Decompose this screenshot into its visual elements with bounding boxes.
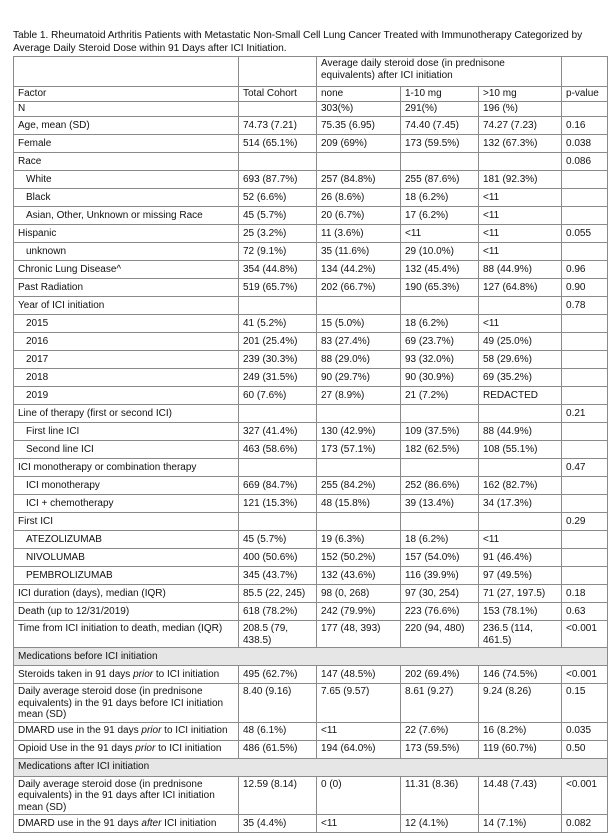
header-row [14, 87, 608, 102]
cell-pvalue [562, 369, 608, 387]
col-header-pvalue: p-value [562, 87, 608, 102]
cell-factor: Death (up to 12/31/2019) [14, 603, 239, 621]
cell-1-10mg: 202 (69.4%) [401, 666, 479, 684]
cell-total: 45 (5.7%) [239, 531, 317, 549]
cell-factor: Chronic Lung Disease^ [14, 261, 239, 279]
n-gt10mg: 196 (%) [479, 102, 562, 117]
cell-1-10mg: <11 [401, 225, 479, 243]
cell-none: 255 (84.2%) [317, 477, 401, 495]
cell-none: 0 (0) [317, 776, 401, 815]
cell-1-10mg: 18 (6.2%) [401, 531, 479, 549]
cell-factor: 2018 [14, 369, 239, 387]
cell-total: 208.5 (79, 438.5) [239, 621, 317, 648]
table-row [14, 684, 608, 723]
table-row [14, 333, 608, 351]
table-row [14, 567, 608, 585]
cell-none: <11 [317, 815, 401, 833]
cell-none: 202 (66.7%) [317, 279, 401, 297]
cell-pvalue: 0.29 [562, 513, 608, 531]
section-header-row [14, 758, 608, 776]
cell-total [239, 513, 317, 531]
n-none: 303(%) [317, 102, 401, 117]
cell-gt10mg: 108 (55.1%) [479, 441, 562, 459]
cell-none: 98 (0, 268) [317, 585, 401, 603]
label-text: to ICI initiation [161, 724, 228, 736]
cell-gt10mg: 71 (27, 197.5) [479, 585, 562, 603]
cell-total: 35 (4.4%) [239, 815, 317, 833]
cell-none: 130 (42.9%) [317, 423, 401, 441]
n-label: N [14, 102, 239, 117]
table-row [14, 369, 608, 387]
cell-factor: Hispanic [14, 225, 239, 243]
cell-total: 495 (62.7%) [239, 666, 317, 684]
table-caption: Table 1. Rheumatoid Arthritis Patients with Metastatic Non-Small Cell Lung Cancer Treated with Immunotherapy Categorized by Average Daily Steroid Dose within 91 Days after ICI Initiation. [13, 30, 583, 54]
cell-factor: Past Radiation [14, 279, 239, 297]
cell-total: 400 (50.6%) [239, 549, 317, 567]
cell-pvalue: 0.055 [562, 225, 608, 243]
table-row [14, 621, 608, 648]
section-title: Medications after ICI initiation [14, 758, 608, 776]
n-1-10mg: 291(%) [401, 102, 479, 117]
cell-1-10mg [401, 297, 479, 315]
header-blank-cell [239, 57, 317, 87]
cell-1-10mg: 190 (65.3%) [401, 279, 479, 297]
col-header-none: none [317, 87, 401, 102]
cell-factor: Asian, Other, Unknown or missing Race [14, 207, 239, 225]
cell-1-10mg: 90 (30.9%) [401, 369, 479, 387]
cell-total: 327 (41.4%) [239, 423, 317, 441]
cell-pvalue [562, 189, 608, 207]
cell-pvalue: 0.96 [562, 261, 608, 279]
cell-total: 45 (5.7%) [239, 207, 317, 225]
cell-total: 201 (25.4%) [239, 333, 317, 351]
cell-gt10mg: 88 (44.9%) [479, 261, 562, 279]
cell-pvalue: 0.90 [562, 279, 608, 297]
cell-total: 345 (43.7%) [239, 567, 317, 585]
cell-pvalue: 0.16 [562, 117, 608, 135]
cell-gt10mg: 153 (78.1%) [479, 603, 562, 621]
cell-factor [14, 684, 239, 723]
cell-factor: 2017 [14, 351, 239, 369]
cell-pvalue [562, 441, 608, 459]
cell-factor: ICI + chemotherapy [14, 495, 239, 513]
cell-factor: White [14, 171, 239, 189]
cell-factor: Age, mean (SD) [14, 117, 239, 135]
cell-total: 354 (44.8%) [239, 261, 317, 279]
header-group-row [14, 57, 608, 87]
cell-none: 194 (64.0%) [317, 740, 401, 758]
cell-factor: First ICI [14, 513, 239, 531]
cell-none: 48 (15.8%) [317, 495, 401, 513]
cell-1-10mg: 39 (13.4%) [401, 495, 479, 513]
cell-gt10mg [479, 513, 562, 531]
cell-factor: ICI monotherapy or combination therapy [14, 459, 239, 477]
label-text: to ICI initiation [153, 668, 220, 680]
cell-gt10mg: 14 (7.1%) [479, 815, 562, 833]
cell-factor [14, 722, 239, 740]
cell-1-10mg: 223 (76.6%) [401, 603, 479, 621]
header-group-label: Average daily steroid dose (in prednisone equivalents) after ICI initiation [317, 57, 562, 87]
table-row [14, 423, 608, 441]
cell-total: 239 (30.3%) [239, 351, 317, 369]
cell-pvalue [562, 207, 608, 225]
cell-pvalue: <0.001 [562, 666, 608, 684]
cell-pvalue [562, 495, 608, 513]
table-row [14, 549, 608, 567]
label-text: DMARD use in the 91 days [18, 817, 142, 829]
cell-none: 26 (8.6%) [317, 189, 401, 207]
cell-total: 12.59 (8.14) [239, 776, 317, 815]
cell-none: 132 (43.6%) [317, 567, 401, 585]
cell-none: 242 (79.9%) [317, 603, 401, 621]
cell-1-10mg: 8.61 (9.27) [401, 684, 479, 723]
cell-pvalue: 0.082 [562, 815, 608, 833]
cell-factor: Black [14, 189, 239, 207]
header-blank-cell [14, 57, 239, 87]
table-row [14, 666, 608, 684]
cell-total [239, 405, 317, 423]
cell-1-10mg: 173 (59.5%) [401, 135, 479, 153]
col-header-total: Total Cohort [239, 87, 317, 102]
cell-gt10mg [479, 459, 562, 477]
cell-total: 618 (78.2%) [239, 603, 317, 621]
cell-gt10mg [479, 153, 562, 171]
cell-none: 257 (84.8%) [317, 171, 401, 189]
cell-1-10mg [401, 513, 479, 531]
cell-none: 11 (3.6%) [317, 225, 401, 243]
cell-pvalue [562, 477, 608, 495]
cell-1-10mg: 11.31 (8.36) [401, 776, 479, 815]
table-row [14, 459, 608, 477]
label-text: Daily average steroid dose (in prednisone equivalents) in the 91 days before ICI initiation mean (SD) [18, 686, 224, 720]
table-row [14, 603, 608, 621]
cell-gt10mg: 181 (92.3%) [479, 171, 562, 189]
cell-total: 60 (7.6%) [239, 387, 317, 405]
table-row [14, 495, 608, 513]
cell-pvalue: 0.038 [562, 135, 608, 153]
cell-gt10mg: 34 (17.3%) [479, 495, 562, 513]
cell-1-10mg: 93 (32.0%) [401, 351, 479, 369]
table-row [14, 531, 608, 549]
cell-none [317, 153, 401, 171]
cell-none [317, 405, 401, 423]
cell-1-10mg: 220 (94, 480) [401, 621, 479, 648]
cell-1-10mg: 69 (23.7%) [401, 333, 479, 351]
cell-1-10mg: 116 (39.9%) [401, 567, 479, 585]
cell-gt10mg: <11 [479, 315, 562, 333]
cell-total: 8.40 (9.16) [239, 684, 317, 723]
cell-none: 15 (5.0%) [317, 315, 401, 333]
table-row [14, 225, 608, 243]
section-header-row [14, 648, 608, 666]
cell-gt10mg: 14.48 (7.43) [479, 776, 562, 815]
cell-factor: 2016 [14, 333, 239, 351]
cell-1-10mg: 109 (37.5%) [401, 423, 479, 441]
label-text: Steroids taken in 91 days [18, 668, 134, 680]
table-row [14, 117, 608, 135]
table-row [14, 585, 608, 603]
cell-factor: Second line ICI [14, 441, 239, 459]
table-row [14, 153, 608, 171]
cell-1-10mg [401, 459, 479, 477]
cell-gt10mg: 236.5 (114, 461.5) [479, 621, 562, 648]
cell-none: 173 (57.1%) [317, 441, 401, 459]
table-row [14, 171, 608, 189]
cell-none: 134 (44.2%) [317, 261, 401, 279]
cell-gt10mg [479, 297, 562, 315]
cell-gt10mg [479, 405, 562, 423]
cell-gt10mg: 162 (82.7%) [479, 477, 562, 495]
cell-none: 83 (27.4%) [317, 333, 401, 351]
cell-1-10mg: 97 (30, 254) [401, 585, 479, 603]
cell-pvalue [562, 549, 608, 567]
col-header-1-10mg: 1-10 mg [401, 87, 479, 102]
cell-1-10mg [401, 153, 479, 171]
cell-pvalue: <0.001 [562, 621, 608, 648]
cell-factor: unknown [14, 243, 239, 261]
cell-pvalue [562, 333, 608, 351]
cell-1-10mg: 182 (62.5%) [401, 441, 479, 459]
cell-pvalue: 0.18 [562, 585, 608, 603]
cell-total [239, 153, 317, 171]
label-emphasis: prior [133, 668, 154, 680]
table-row [14, 207, 608, 225]
cell-factor: Female [14, 135, 239, 153]
cell-gt10mg: <11 [479, 189, 562, 207]
cell-1-10mg: 18 (6.2%) [401, 315, 479, 333]
table-row [14, 387, 608, 405]
table-row [14, 776, 608, 815]
table-row [14, 279, 608, 297]
header-blank-cell [562, 57, 608, 87]
cell-gt10mg: 69 (35.2%) [479, 369, 562, 387]
cell-gt10mg: 58 (29.6%) [479, 351, 562, 369]
cell-gt10mg: 127 (64.8%) [479, 279, 562, 297]
col-header-gt10mg: >10 mg [479, 87, 562, 102]
cell-gt10mg: 146 (74.5%) [479, 666, 562, 684]
cell-pvalue: 0.15 [562, 684, 608, 723]
cell-gt10mg: 9.24 (8.26) [479, 684, 562, 723]
label-emphasis: after [141, 817, 162, 829]
cell-none: 20 (6.7%) [317, 207, 401, 225]
label-text: Opioid Use in the 91 days [18, 743, 136, 755]
table-row [14, 815, 608, 833]
cell-pvalue: 0.78 [562, 297, 608, 315]
cell-pvalue [562, 315, 608, 333]
cell-gt10mg: 49 (25.0%) [479, 333, 562, 351]
label-text: to ICI initiation [155, 743, 222, 755]
cell-total: 41 (5.2%) [239, 315, 317, 333]
cell-factor: Line of therapy (first or second ICI) [14, 405, 239, 423]
cell-pvalue [562, 351, 608, 369]
label-text: DMARD use in the 91 days [18, 724, 142, 736]
section-title: Medications before ICI initiation [14, 648, 608, 666]
cell-factor: Time from ICI initiation to death, median (IQR) [14, 621, 239, 648]
cell-gt10mg: 88 (44.9%) [479, 423, 562, 441]
cell-none: 35 (11.6%) [317, 243, 401, 261]
cell-gt10mg: REDACTED [479, 387, 562, 405]
label-text: ICI initiation [161, 817, 217, 829]
cell-total: 121 (15.3%) [239, 495, 317, 513]
cell-pvalue [562, 171, 608, 189]
cell-factor: Race [14, 153, 239, 171]
label-text: Daily average steroid dose (in prednisone equivalents) in the 91 days after ICI initiation mean (SD) [18, 778, 215, 813]
cell-1-10mg: 173 (59.5%) [401, 740, 479, 758]
cell-none: 88 (29.0%) [317, 351, 401, 369]
cell-factor: 2019 [14, 387, 239, 405]
cell-pvalue: 0.47 [562, 459, 608, 477]
cell-gt10mg: <11 [479, 531, 562, 549]
cell-factor: NIVOLUMAB [14, 549, 239, 567]
cell-1-10mg [401, 405, 479, 423]
cell-factor: ICI duration (days), median (IQR) [14, 585, 239, 603]
table-row [14, 477, 608, 495]
cell-pvalue [562, 531, 608, 549]
cell-total: 48 (6.1%) [239, 722, 317, 740]
cell-gt10mg: 91 (46.4%) [479, 549, 562, 567]
n-total [239, 102, 317, 117]
cell-pvalue: 0.035 [562, 722, 608, 740]
cell-pvalue [562, 243, 608, 261]
cell-gt10mg: 97 (49.5%) [479, 567, 562, 585]
cell-factor: ICI monotherapy [14, 477, 239, 495]
cell-gt10mg: <11 [479, 225, 562, 243]
cell-none: 7.65 (9.57) [317, 684, 401, 723]
cell-factor [14, 815, 239, 833]
cell-none: 90 (29.7%) [317, 369, 401, 387]
cell-none: 75.35 (6.95) [317, 117, 401, 135]
cell-1-10mg: 29 (10.0%) [401, 243, 479, 261]
table-row [14, 189, 608, 207]
cell-total: 85.5 (22, 245) [239, 585, 317, 603]
table-row [14, 315, 608, 333]
table-row [14, 441, 608, 459]
cell-1-10mg: 21 (7.2%) [401, 387, 479, 405]
cell-none: 152 (50.2%) [317, 549, 401, 567]
table-row [14, 513, 608, 531]
cell-gt10mg: 16 (8.2%) [479, 722, 562, 740]
table-row [14, 740, 608, 758]
table-row [14, 722, 608, 740]
cell-none: 147 (48.5%) [317, 666, 401, 684]
cell-none [317, 459, 401, 477]
cell-total: 52 (6.6%) [239, 189, 317, 207]
cell-total: 519 (65.7%) [239, 279, 317, 297]
cell-factor: PEMBROLIZUMAB [14, 567, 239, 585]
cell-pvalue: 0.21 [562, 405, 608, 423]
cell-factor: Year of ICI initiation [14, 297, 239, 315]
label-emphasis: prior [141, 724, 162, 736]
cell-pvalue [562, 567, 608, 585]
cell-pvalue: 0.50 [562, 740, 608, 758]
data-table [13, 56, 608, 833]
cell-1-10mg: 132 (45.4%) [401, 261, 479, 279]
cell-total: 463 (58.6%) [239, 441, 317, 459]
cell-total: 72 (9.1%) [239, 243, 317, 261]
col-header-factor: Factor [14, 87, 239, 102]
cell-total: 693 (87.7%) [239, 171, 317, 189]
table-row [14, 135, 608, 153]
cell-gt10mg: <11 [479, 243, 562, 261]
cell-total [239, 297, 317, 315]
cell-1-10mg: 74.40 (7.45) [401, 117, 479, 135]
cell-factor: ATEZOLIZUMAB [14, 531, 239, 549]
cell-1-10mg: 252 (86.6%) [401, 477, 479, 495]
cell-factor [14, 740, 239, 758]
cell-total: 669 (84.7%) [239, 477, 317, 495]
table-row [14, 261, 608, 279]
cell-1-10mg: 18 (6.2%) [401, 189, 479, 207]
cell-1-10mg: 157 (54.0%) [401, 549, 479, 567]
cell-factor [14, 666, 239, 684]
n-row [14, 102, 608, 117]
cell-total: 486 (61.5%) [239, 740, 317, 758]
cell-none: 177 (48, 393) [317, 621, 401, 648]
n-pvalue [562, 102, 608, 117]
table-row [14, 297, 608, 315]
cell-pvalue [562, 423, 608, 441]
cell-1-10mg: 255 (87.6%) [401, 171, 479, 189]
cell-none: <11 [317, 722, 401, 740]
cell-1-10mg: 17 (6.2%) [401, 207, 479, 225]
cell-total: 25 (3.2%) [239, 225, 317, 243]
table-row [14, 405, 608, 423]
cell-gt10mg: 119 (60.7%) [479, 740, 562, 758]
cell-none [317, 297, 401, 315]
cell-factor: First line ICI [14, 423, 239, 441]
cell-total: 249 (31.5%) [239, 369, 317, 387]
cell-factor [14, 776, 239, 815]
cell-pvalue [562, 387, 608, 405]
label-emphasis: prior [135, 743, 156, 755]
table-row [14, 351, 608, 369]
cell-none [317, 513, 401, 531]
cell-total: 74.73 (7.21) [239, 117, 317, 135]
cell-gt10mg: 132 (67.3%) [479, 135, 562, 153]
cell-gt10mg: 74.27 (7.23) [479, 117, 562, 135]
cell-gt10mg: <11 [479, 207, 562, 225]
cell-pvalue: <0.001 [562, 776, 608, 815]
cell-none: 19 (6.3%) [317, 531, 401, 549]
cell-pvalue: 0.086 [562, 153, 608, 171]
cell-factor: 2015 [14, 315, 239, 333]
cell-pvalue: 0.63 [562, 603, 608, 621]
cell-1-10mg: 12 (4.1%) [401, 815, 479, 833]
cell-total: 514 (65.1%) [239, 135, 317, 153]
cell-1-10mg: 22 (7.6%) [401, 722, 479, 740]
cell-total [239, 459, 317, 477]
cell-none: 27 (8.9%) [317, 387, 401, 405]
table-row [14, 243, 608, 261]
cell-none: 209 (69%) [317, 135, 401, 153]
